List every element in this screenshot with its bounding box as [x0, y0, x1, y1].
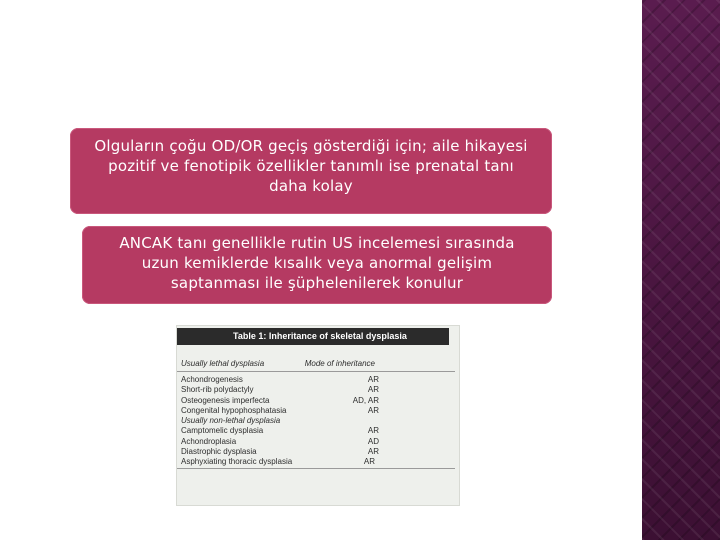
table-row — [177, 385, 459, 395]
table-cell-dysplasia: Achondrogenesis — [181, 375, 243, 384]
table-header — [177, 353, 455, 372]
table-body — [177, 375, 459, 469]
table-section-row — [177, 416, 459, 426]
callout-line: saptanması ile şüphelenilerek konulur — [170, 274, 464, 292]
table-header-mode: Mode of inheritance — [304, 359, 375, 368]
table-row — [177, 375, 459, 385]
table-title: Table 1: Inheritance of skeletal dysplasia — [177, 328, 449, 345]
table-row — [177, 406, 459, 416]
table-cell-dysplasia: Short-rib polydactyly — [181, 385, 254, 395]
table-cell-mode: AR — [367, 426, 379, 436]
callout-line: Olguların çoğu OD/OR geçiş gösterdiği için; aile hikayesi — [94, 137, 528, 155]
table-row — [177, 457, 455, 468]
table-cell-dysplasia: Osteogenesis imperfecta — [181, 395, 270, 405]
table-cell-dysplasia: Achondroplasia — [181, 436, 237, 446]
table-row — [177, 447, 459, 457]
callout-line: uzun kemiklerde kısalık veya anormal gelişim — [141, 254, 493, 272]
table-row — [177, 426, 459, 436]
table-cell-dysplasia: Diastrophic dysplasia — [181, 447, 257, 457]
inheritance-table-image — [176, 325, 460, 506]
table-cell-dysplasia: Asphyxiating thoracic dysplasia — [181, 457, 293, 467]
table-cell-mode: AR — [367, 385, 379, 395]
table-cell-mode: AR — [363, 457, 375, 467]
table-cell-mode: AR — [367, 447, 379, 457]
table-cell-dysplasia: Usually non-lethal dysplasia — [181, 416, 281, 426]
table-cell-mode: AD, AR — [352, 395, 379, 405]
table-cell-dysplasia: Camptomelic dysplasia — [181, 426, 264, 436]
callout-line: ANCAK tanı genellikle rutin US incelemesi sırasında — [119, 234, 515, 252]
decorative-side-panel — [642, 0, 720, 540]
table-cell-mode: AR — [367, 405, 379, 415]
callout-line: daha kolay — [269, 177, 353, 195]
table-header-dysplasia: Usually lethal dysplasia — [181, 359, 265, 368]
callout-line: pozitif ve fenotipik özellikler tanımlı ise prenatal tanı — [108, 157, 514, 175]
table-row — [177, 437, 459, 447]
table-cell-mode: AR — [367, 375, 379, 384]
callout-box-prenatal — [70, 128, 552, 214]
table-row — [177, 396, 459, 406]
table-cell-mode: AD — [367, 436, 379, 446]
table-cell-dysplasia: Congenital hypophosphatasia — [181, 405, 287, 415]
callout-box-ultrasound — [82, 226, 552, 304]
